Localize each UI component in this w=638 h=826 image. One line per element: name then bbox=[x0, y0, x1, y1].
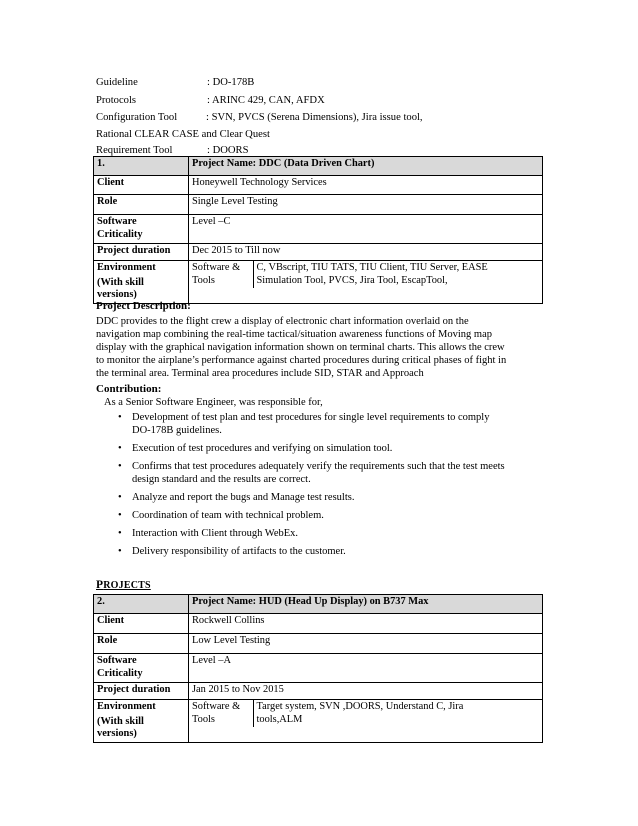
protocols-value: : ARINC 429, CAN, AFDX bbox=[207, 95, 325, 106]
project-1-env-type-line-1: Software & bbox=[192, 262, 241, 273]
project-2-env-value-line-2: tools,ALM bbox=[256, 713, 303, 725]
bullet-icon: • bbox=[118, 443, 122, 454]
project-1-number: 1. bbox=[94, 157, 189, 176]
project-2-env-label-line-3: versions) bbox=[97, 728, 137, 739]
project-2-client-label: Client bbox=[94, 614, 189, 634]
project-2-criticality-label-line-1: Software bbox=[97, 655, 137, 666]
project-2-env-type-line-2: Tools bbox=[192, 713, 215, 725]
list-item-line: Coordination of team with technical problem. bbox=[132, 510, 324, 521]
project-2-name: Project Name: HUD (Head Up Display) on B737 Max bbox=[189, 595, 543, 614]
project-2-env-value bbox=[253, 700, 542, 727]
project-2-client: Rockwell Collins bbox=[189, 614, 543, 634]
projects-heading-initial: P bbox=[96, 579, 104, 591]
bullet-icon: • bbox=[118, 546, 122, 557]
project-1-env-label-line-1: Environment bbox=[97, 262, 156, 273]
list-item-line: Interaction with Client through WebEx. bbox=[132, 528, 299, 539]
description-line-5: the terminal area. Terminal area procedures include SID, STAR and Approach bbox=[96, 368, 424, 379]
list-item bbox=[118, 442, 548, 455]
description-line-4: to monitor the airplane’s performance against charted procedures during critical phases of fight in bbox=[96, 355, 507, 366]
project-1-env-label bbox=[94, 261, 189, 304]
protocols-row bbox=[96, 94, 325, 107]
project-2-table bbox=[93, 594, 543, 743]
config-tool-row bbox=[96, 111, 423, 124]
config-tool-continued bbox=[96, 128, 270, 141]
project-1-env-value bbox=[253, 261, 542, 288]
list-item bbox=[118, 491, 548, 504]
bullet-icon: • bbox=[118, 510, 122, 521]
project-2-number: 2. bbox=[94, 595, 189, 614]
list-item bbox=[118, 527, 548, 540]
list-item bbox=[118, 460, 548, 486]
project-2-criticality: Level –A bbox=[189, 654, 543, 683]
project-1-duration: Dec 2015 to Till now bbox=[189, 244, 543, 261]
project-1-env-type bbox=[189, 261, 253, 288]
description-line-3: display with the graphical navigation information shown on terminal charts. This allows the crew bbox=[96, 342, 505, 353]
list-item bbox=[118, 509, 548, 522]
list-item-line: DO-178B guidelines. bbox=[132, 425, 222, 436]
project-2-env-value-line-1: Target system, SVN ,DOORS, Understand C, Jira bbox=[256, 701, 464, 712]
list-item bbox=[118, 545, 548, 558]
project-2-env-label-line-1: Environment bbox=[97, 701, 156, 712]
description-line-1: DDC provides to the flight crew a display of electronic chart information overlaid on the bbox=[96, 316, 469, 327]
bullet-icon: • bbox=[118, 492, 122, 503]
guideline-value: : DO-178B bbox=[207, 77, 255, 88]
project-1-role: Single Level Testing bbox=[189, 195, 543, 215]
project-2-duration-label: Project duration bbox=[94, 683, 189, 700]
config-tool-value: : SVN, PVCS (Serena Dimensions), Jira issue tool, bbox=[206, 112, 423, 123]
projects-heading bbox=[96, 579, 151, 591]
project-1-name: Project Name: DDC (Data Driven Chart) bbox=[189, 157, 543, 176]
description-line-2: navigation map combining the real-time tactical/situation awareness functions of Moving map bbox=[96, 329, 492, 340]
project-2-env-type-line-1: Software & bbox=[192, 701, 241, 712]
project-1-client-label: Client bbox=[94, 176, 189, 195]
list-item-line: Execution of test procedures and verifying on simulation tool. bbox=[132, 443, 393, 454]
project-2-criticality-label-line-2: Criticality bbox=[97, 667, 143, 679]
project-1-env-inner bbox=[189, 261, 542, 288]
requirement-tool-value: : DOORS bbox=[207, 145, 249, 156]
config-tool-continued-text: Rational CLEAR CASE and Clear Quest bbox=[96, 129, 270, 140]
project-2-criticality-label bbox=[94, 654, 189, 683]
project-1-criticality-label-line-2: Criticality bbox=[97, 228, 143, 240]
project-1-env-type-line-2: Tools bbox=[192, 274, 215, 286]
project-1-env-value-line-1: C, VBscript, TIU TATS, TIU Client, TIU Server, EASE bbox=[256, 262, 488, 273]
requirement-tool-label: Requirement Tool bbox=[96, 145, 173, 156]
project-2-env-cell bbox=[189, 700, 543, 743]
project-1-table bbox=[93, 156, 543, 304]
project-1-env-value-line-2: Simulation Tool, PVCS, Jira Tool, EscapTool, bbox=[256, 274, 448, 286]
project-2-env-type bbox=[189, 700, 253, 727]
project-1-env-label-line-2: (With skill bbox=[97, 276, 144, 288]
guideline-label: Guideline bbox=[96, 77, 138, 88]
project-description-text bbox=[96, 315, 544, 380]
list-item-line: Confirms that test procedures adequately verify the requirements such that the test meets bbox=[132, 461, 505, 472]
list-item-line: Analyze and report the bugs and Manage test results. bbox=[132, 492, 355, 503]
project-1-client: Honeywell Technology Services bbox=[189, 176, 543, 195]
list-item-line: Development of test plan and test procedures for single level requirements to comply bbox=[132, 412, 490, 423]
guideline-row bbox=[96, 76, 255, 89]
project-2-env-label-line-2: (With skill bbox=[97, 715, 144, 727]
bullet-icon: • bbox=[118, 412, 122, 423]
projects-heading-rest: ROJECTS bbox=[103, 580, 151, 591]
contribution-list bbox=[118, 411, 548, 563]
project-1-criticality-label-line-1: Software bbox=[97, 216, 137, 227]
contribution-heading: Contribution: bbox=[96, 383, 162, 395]
config-tool-label: Configuration Tool bbox=[96, 112, 178, 123]
project-2-duration: Jan 2015 to Nov 2015 bbox=[189, 683, 543, 700]
project-1-role-label: Role bbox=[94, 195, 189, 215]
project-2-env-inner bbox=[189, 700, 542, 727]
contribution-intro: As a Senior Software Engineer, was responsible for, bbox=[104, 397, 323, 408]
list-item-line: design standard and the results are correct. bbox=[132, 474, 311, 485]
bullet-icon: • bbox=[118, 461, 122, 472]
project-1-criticality-label bbox=[94, 215, 189, 244]
project-2-role: Low Level Testing bbox=[189, 634, 543, 654]
project-2-role-label: Role bbox=[94, 634, 189, 654]
list-item-line: Delivery responsibility of artifacts to the customer. bbox=[132, 546, 346, 557]
project-description-heading: Project Description: bbox=[96, 300, 191, 312]
project-1-criticality: Level –C bbox=[189, 215, 543, 244]
project-1-duration-label: Project duration bbox=[94, 244, 189, 261]
protocols-label: Protocols bbox=[96, 95, 137, 106]
project-1-env-label-line-3: versions) bbox=[97, 289, 137, 300]
bullet-icon: • bbox=[118, 528, 122, 539]
project-2-env-label bbox=[94, 700, 189, 743]
list-item bbox=[118, 411, 548, 437]
project-1-env-cell bbox=[189, 261, 543, 304]
